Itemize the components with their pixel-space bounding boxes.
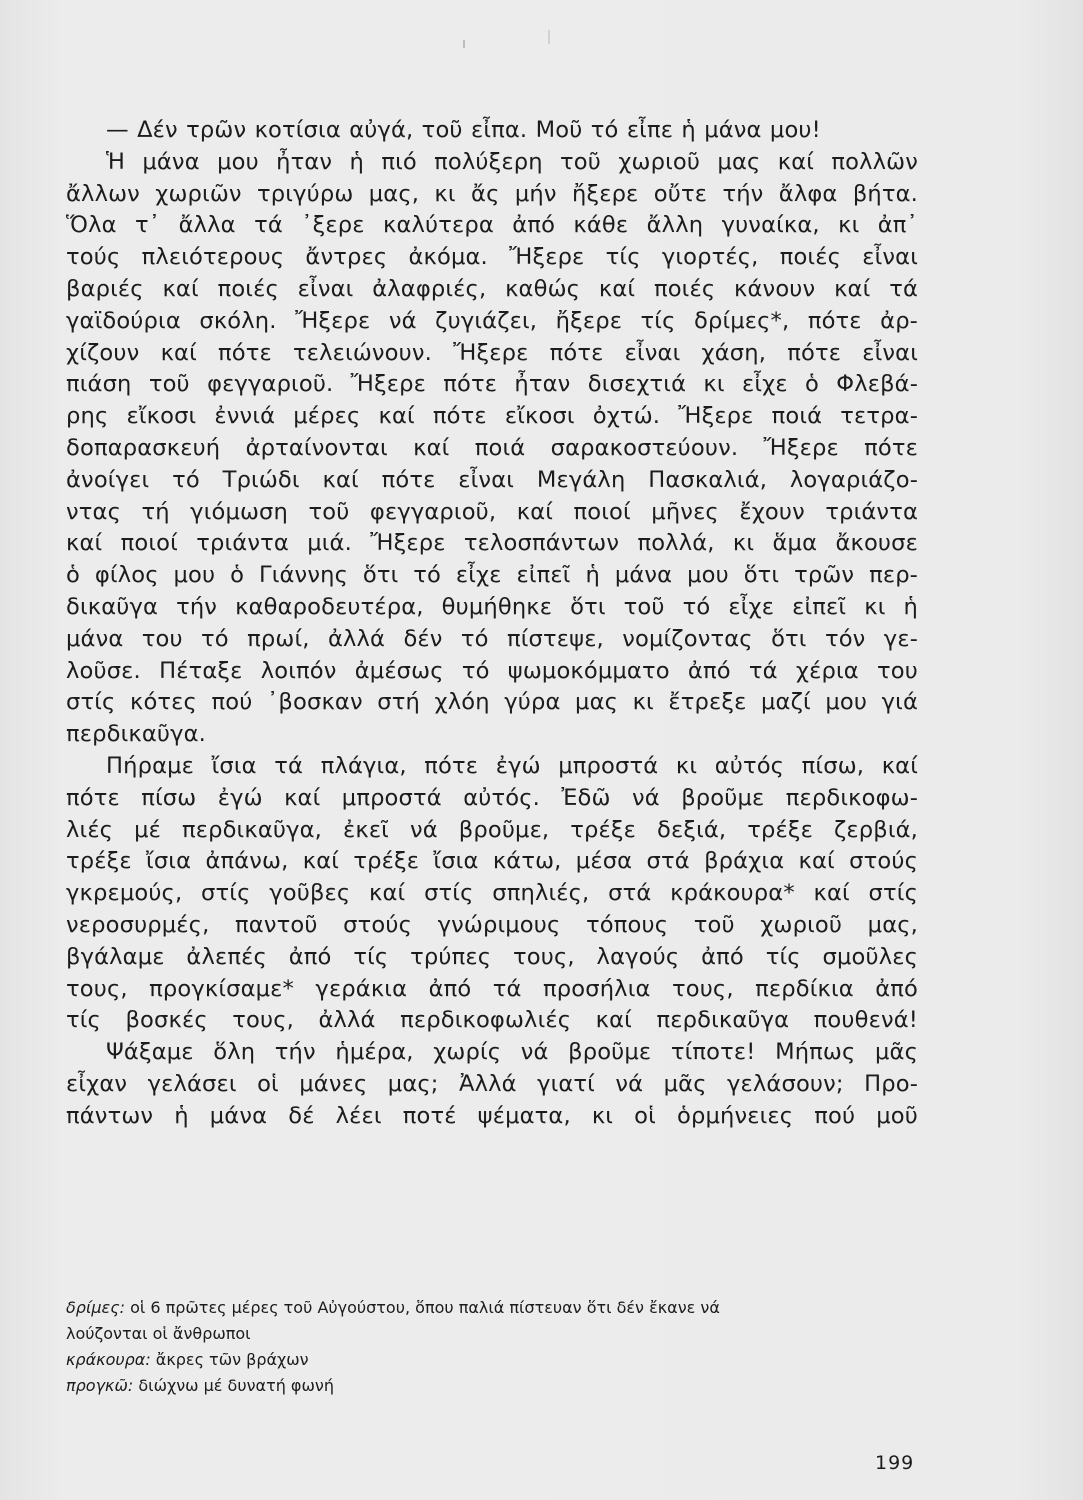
footnote-term: δρίμες:	[66, 1298, 125, 1317]
text-line: Πήραμε ἴσια τά πλάγια, πότε ἐγώ μπροστά κι αὐτός πίσω, καί	[106, 752, 918, 779]
text-line: ἄλλων χωριῶν τριγύρω μας, κι ἄς μήν ἤξερε οὔτε τήν ἄλφα βήτα.	[66, 180, 918, 207]
text-line: ὁ φίλος μου ὁ Γιάννης ὅτι τό εἶχε εἰπεῖ ἡ μάνα μου ὅτι τρῶν περ-	[66, 562, 918, 589]
footnote-term: προγκῶ:	[66, 1376, 134, 1395]
text-line: λοῦσε. Πέταξε λοιπόν ἀμέσως τό ψωμοκόμματο ἀπό τά χέρια του	[66, 657, 918, 684]
text-line: πότε πίσω ἐγώ καί μπροστά αὐτός. Ἐδῶ νά βροῦμε περδικοφω-	[66, 784, 918, 811]
footnote-text: ἄκρες τῶν βράχων	[155, 1350, 309, 1369]
text-line: μάνα του τό πρωί, ἀλλά δέν τό πίστεψε, νομίζοντας ὅτι τόν γε-	[66, 625, 918, 652]
footnote-text: οἱ 6 πρῶτες μέρες τοῦ Αὐγούστου, ὅπου παλιά πίστευαν ὅτι δέν ἔκανε νά	[130, 1298, 720, 1317]
text-line: Ὅλα τ᾽ ἄλλα τά ᾽ξερε καλύτερα ἀπό κάθε ἄλλη γυναίκα, κι ἀπ᾽	[66, 212, 918, 239]
text-line: δοπαρασκευή ἀρταίνονται καί ποιά σαρακοστεύουν. Ἤξερε πότε	[66, 434, 918, 461]
text-line: βγάλαμε ἀλεπές ἀπό τίς τρύπες τους, λαγούς ἀπό τίς σμοῦλες	[66, 943, 918, 970]
text-line: γαϊδούρια σκόλη. Ἤξερε νά ζυγιάζει, ἤξερε τίς δρίμες*, πότε ἀρ-	[66, 307, 918, 334]
text-line: τίς βοσκές τους, ἀλλά περδικοφωλιές καί περδικαῦγα πουθενά!	[66, 1007, 918, 1034]
text-line: περδικαῦγα.	[66, 721, 207, 748]
text-line: δικαῦγα τήν καθαροδευτέρα, θυμήθηκε ὅτι τοῦ τό εἶχε εἰπεῖ κι ἡ	[66, 593, 918, 620]
text-line: λιές μέ περδικαῦγα, ἐκεῖ νά βροῦμε, τρέξε δεξιά, τρέξε ζερβιά,	[66, 816, 918, 843]
scan-speck	[463, 40, 465, 48]
text-line: ντας τή γιόμωση τοῦ φεγγαριοῦ, καί ποιοί μῆνες ἔχουν τριάντα	[66, 498, 918, 525]
text-line: τους, προγκίσαμε* γεράκια ἀπό τά προσήλια τους, περδίκια ἀπό	[66, 975, 918, 1002]
footnote	[66, 1347, 926, 1373]
text-line: γκρεμούς, στίς γοῦβες καί στίς σπηλιές, στά κράκουρα* καί στίς	[66, 880, 918, 907]
text-line: εἶχαν γελάσει οἱ μάνες μας; Ἀλλά γιατί νά μᾶς γελάσουν; Προ-	[66, 1070, 918, 1097]
text-line: βαριές καί ποιές εἶναι ἀλαφριές, καθώς καί ποιές κάνουν καί τά	[66, 275, 918, 302]
footnote-term: κράκουρα:	[66, 1350, 151, 1369]
page-number: 199	[875, 1452, 915, 1474]
text-line: πάντων ἡ μάνα δέ λέει ποτέ ψέματα, κι οἱ ὁρμήνειες πού μοῦ	[66, 1102, 918, 1129]
footnote	[66, 1373, 926, 1399]
text-line: Ἡ μάνα μου ἦταν ἡ πιό πολύξερη τοῦ χωριοῦ μας καί πολλῶν	[106, 148, 918, 175]
text-line: χίζουν καί πότε τελειώνουν. Ἤξερε πότε εἶναι χάση, πότε εἶναι	[66, 339, 918, 366]
text-line: ρης εἴκοσι ἐννιά μέρες καί πότε εἴκοσι ὀχτώ. Ἤξερε ποιά τετρα-	[66, 403, 918, 430]
footnote-text: διώχνω μέ δυνατή φωνή	[138, 1376, 334, 1395]
text-line: — Δέν τρῶν κοτίσια αὐγά, τοῦ εἶπα. Μοῦ τό εἶπε ἡ μάνα μου!	[106, 117, 821, 143]
footnote	[66, 1295, 926, 1321]
text-line: στίς κότες πού ᾽βοσκαν στή χλόη γύρα μας κι ἔτρεξε μαζί μου γιά	[66, 689, 918, 716]
text-line: τρέξε ἴσια ἀπάνω, καί τρέξε ἴσια κάτω, μέσα στά βράχια καί στούς	[66, 848, 918, 875]
footnote	[66, 1321, 926, 1347]
body-text	[66, 115, 918, 1133]
text-line: τούς πλειότερους ἄντρες ἀκόμα. Ἤξερε τίς γιορτές, ποιές εἶναι	[66, 244, 918, 271]
footnotes	[66, 1295, 926, 1399]
scan-speck	[548, 30, 550, 44]
text-line: καί ποιοί τριάντα μιά. Ἤξερε τελοσπάντων πολλά, κι ἅμα ἄκουσε	[66, 530, 918, 557]
text-line: πιάση τοῦ φεγγαριοῦ. Ἤξερε πότε ἦταν δισεχτιά κι εἶχε ὁ Φλεβά-	[66, 371, 918, 398]
text-line: ἀνοίγει τό Τριώδι καί πότε εἶναι Μεγάλη Πασκαλιά, λογαριάζο-	[66, 466, 918, 493]
footnote-text: λούζονται οἱ ἄνθρωποι	[66, 1324, 251, 1343]
text-line: νεροσυρμές, παντοῦ στούς γνώριμους τόπους τοῦ χωριοῦ μας,	[66, 911, 918, 938]
text-line: Ψάξαμε ὅλη τήν ἡμέρα, χωρίς νά βροῦμε τίποτε! Μήπως μᾶς	[106, 1039, 918, 1066]
